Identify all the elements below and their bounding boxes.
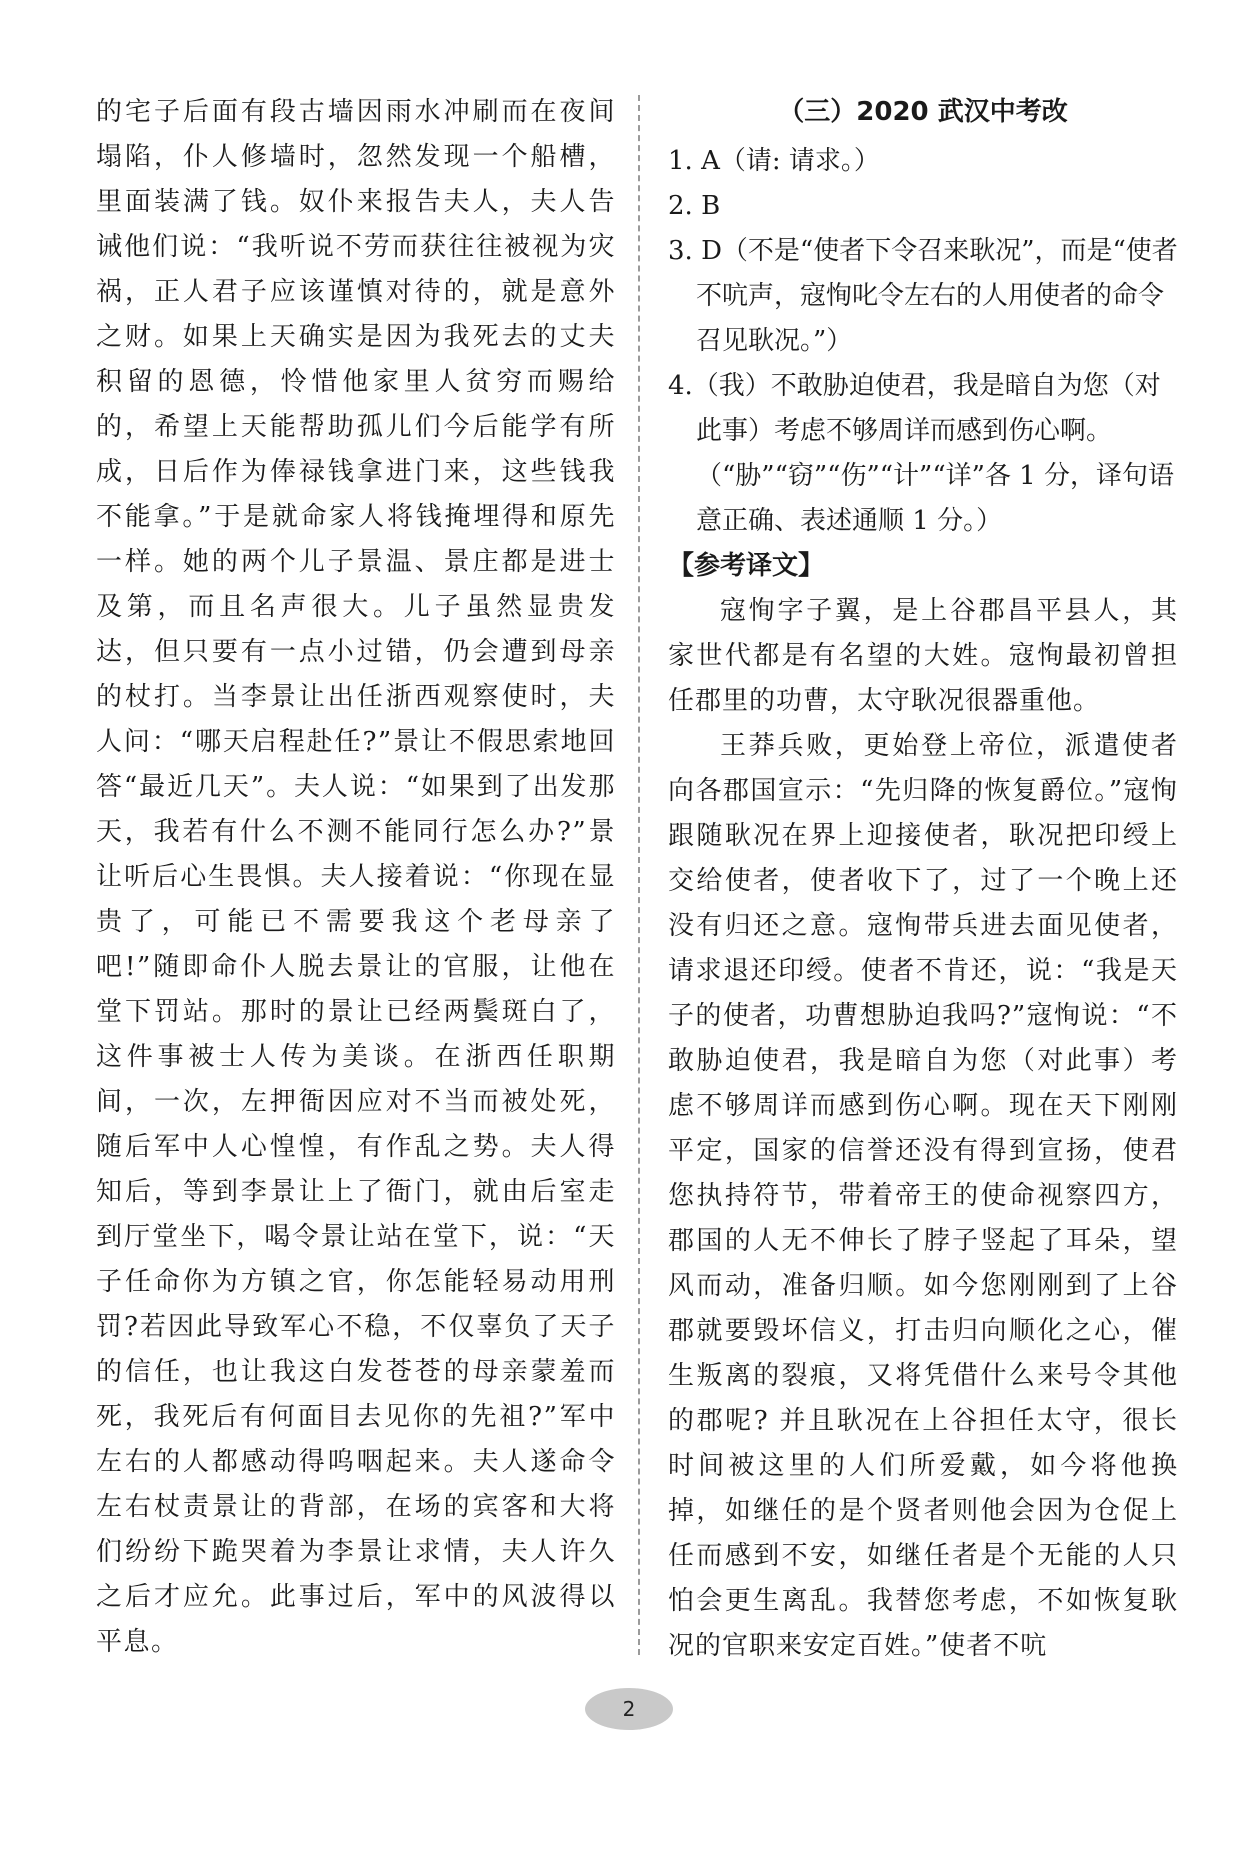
translation-paragraph-2: 王莽兵败，更始登上帝位，派遣使者向各郡国宣示：“先归降的恢复爵位。”寇恂跟随耿况在界上迎接使者，耿况把印绶上交给使者，使者收下了，过了一个晚上还没有归还之意。寇恂带兵进去面见使者，请求退还印绶。使者不肯还，说：“我是天子的使者，功曹想胁迫我吗?”寇恂说：“不敢胁迫使君，我是暗自为您（对此事）考虑不够周详而感到伤心啊。现在天下刚刚平定，国家的信誉还没有得到宣扬，使君您执持符节，带着帝王的使命视察四方，郡国的人无不伸长了脖子竖起了耳朵，望风而动，准备归顺。如今您刚刚到了上谷郡就要毁坏信义，打击归向顺化之心，催生叛离的裂痕，又将凭借什么来号令其他的郡呢? 并且耿况在上谷担任太守，很长时间被这里的人们所爱戴，如今将他换掉，如继任的是个贤者则他会因为仓促上任而感到不安，如继任者是个无能的人只怕会更生离乱。我替您考虑，不如恢复耿况的官职来安定百姓。”使者不吭 [668, 731, 1178, 1661]
page-number: 2 [585, 1688, 673, 1730]
translation-label: 【参考译文】 [668, 551, 825, 581]
scoring-note: （“胁”“窃”“伤”“计”“详”各 1 分，译句语意正确、表述通顺 1 分。） [696, 461, 1174, 536]
column-divider [638, 95, 640, 1655]
answer-4: 4.（我）不敢胁迫使君，我是暗自为您（对此事）考虑不够周详而感到伤心啊。 [668, 371, 1161, 446]
left-column [96, 90, 616, 1665]
story-paragraph: 的宅子后面有段古墙因雨水冲刷而在夜间塌陷，仆人修墙时，忽然发现一个船槽，里面装满了钱。奴仆来报告夫人，夫人告诫他们说：“我听说不劳而获往往被视为灾祸，正人君子应该谨慎对待的，就是意外之财。如果上天确实是因为我死去的丈夫积留的恩德，怜惜他家里人贫穷而赐给的，希望上天能帮助孤儿们今后能学有所成，日后作为俸禄钱拿进门来，这些钱我不能拿。”于是就命家人将钱掩埋得和原先一样。她的两个儿子景温、景庄都是进士及第，而且名声很大。儿子虽然显贵发达，但只要有一点小过错，仍会遭到母亲的杖打。当李景让出任浙西观察使时，夫人问：“哪天启程赴任?”景让不假思索地回答“最近几天”。夫人说：“如果到了出发那天，我若有什么不测不能同行怎么办?”景让听后心生畏惧。夫人接着说：“你现在显贵了，可能已不需要我这个老母亲了吧!”随即命仆人脱去景让的官服，让他在堂下罚站。那时的景让已经两鬓斑白了，这件事被士人传为美谈。在浙西任职期间，一次，左押衙因应对不当而被处死，随后军中人心惶惶，有作乱之势。夫人得知后，等到李景让上了衙门，就由后室走到厅堂坐下，喝令景让站在堂下，说：“天子任命你为方镇之官，你怎能轻易动用刑罚?若因此导致军心不稳，不仅辜负了天子的信任，也让我这白发苍苍的母亲蒙羞而死，我死后有何面目去见你的先祖?”军中左右的人都感动得呜咽起来。夫人遂命令左右杖责景让的背部，在场的宾客和大将们纷纷下跪哭着为李景让求情，夫人许久之后才应允。此事过后，军中的风波得以平息。 [96, 97, 616, 1657]
answer-1: 1. A（请: 请求。） [668, 146, 880, 176]
answer-3: 3. D（不是“使者下令召来耿况”，而是“使者不吭声，寇恂叱令左右的人用使者的命令召见耿况。”） [668, 236, 1178, 356]
right-column [668, 90, 1178, 1669]
section-heading: （三）2020 武汉中考改 [778, 97, 1068, 127]
answer-2: 2. B [668, 191, 721, 221]
translation-paragraph-1: 寇恂字子翼，是上谷郡昌平县人，其家世代都是有名望的大姓。寇恂最初曾担任郡里的功曹，太守耿况很器重他。 [668, 596, 1178, 716]
